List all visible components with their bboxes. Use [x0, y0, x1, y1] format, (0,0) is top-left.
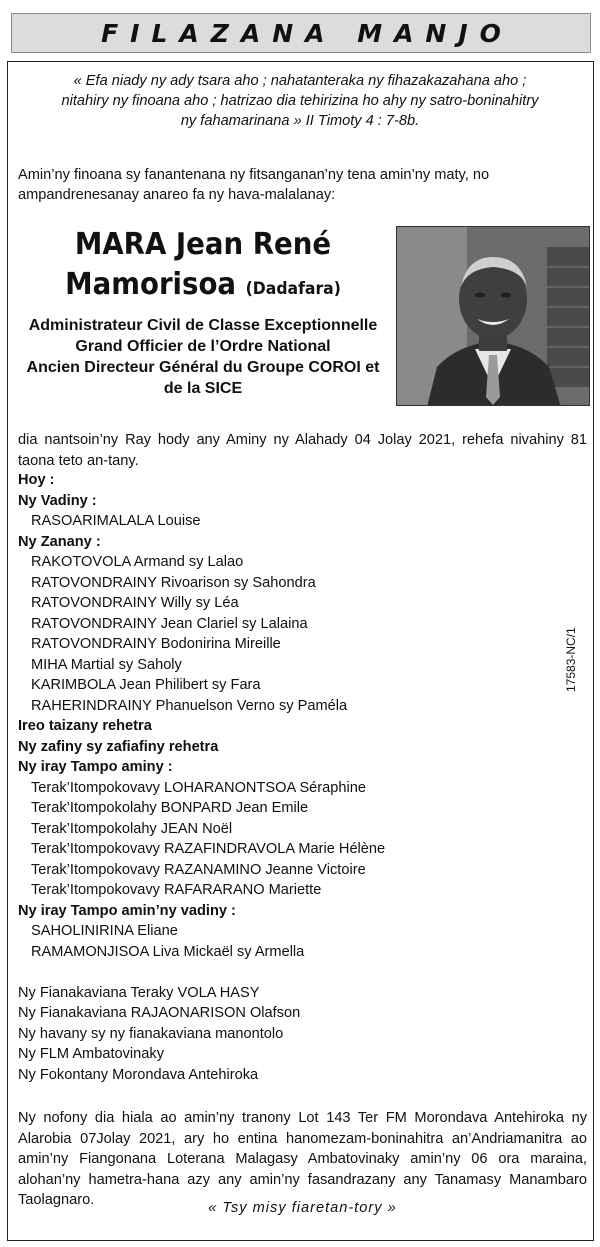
other-family: Ny Fianakaviana Teraky VOLA HASY: [18, 984, 260, 1001]
title-line: Grand Officier de l’Ordre National: [75, 338, 331, 355]
spacer: [18, 962, 558, 983]
verse-line: nitahiry ny finoana aho ; hatrizao dia tehirizina ho ahy ny satro-boninahitry: [61, 93, 539, 109]
spouse-sibling-name: SAHOLINIRINA Eliane: [31, 923, 178, 939]
other-family: Ny Fokontany Morondava Antehiroka: [18, 1066, 259, 1083]
portrait-photo: [396, 226, 590, 406]
deceased-nickname: (Dadafara): [245, 279, 341, 299]
death-notice-text: dia nantsoin’ny Ray hody any Aminy ny Alahady 04 Jolay 2021, rehefa nivahiny 81 taona teto an-tany.: [18, 432, 587, 469]
child-name: RATOVONDRAINY Bodonirina Mireille: [31, 636, 281, 652]
title-line: de la SICE: [163, 380, 243, 397]
child-name: RATOVONDRAINY Jean Clariel sy Lalaina: [31, 615, 308, 632]
sibling-name: Terak’Itompokolahy JEAN Noël: [31, 820, 233, 837]
child-name: RAKOTOVOLA Armand sy Lalao: [31, 554, 244, 570]
siblings-label: Ny iray Tampo aminy :: [18, 759, 173, 775]
verse-line: « Efa niady ny ady tsara aho ; nahatanteraka ny fihazakazahana aho ;: [73, 73, 527, 89]
other-family: Ny Fianakaviana RAJAONARISON Olafson: [18, 1005, 301, 1021]
family-list: [18, 470, 558, 1085]
funeral-details: Ny nofony dia hiala ao amin’ny tranony Lot 143 Ter FM Morondava Antehiroka ny Alarobia 07Jolay 2021, ary ho entina hanomezam-boninahitra an’Andriamanitra ao amin’ny Fiangonana Loterana Malagasy Ambatovinaky amin’ny 06 ora maraina, alohan’ny hametra-hana azy any amin’ny fasandrazany any Tanamasy Manambaro Taolagnaro.: [18, 1110, 587, 1208]
deceased-surname: Mamorisoa: [65, 267, 237, 302]
deceased-titles: [18, 315, 388, 399]
child-name: KARIMBOLA Jean Philibert sy Fara: [31, 677, 261, 693]
sibling-name: Terak’Itompokovavy RAZANAMINO Jeanne Victoire: [31, 861, 366, 878]
header-title: FILAZANA MANJO: [101, 18, 513, 48]
deceased-name-line1: MARA Jean René: [74, 227, 332, 262]
foster-children-label: Ireo taizany rehetra: [18, 718, 152, 734]
sibling-name: Terak’Itompokovavy RAFARARANO Mariette: [31, 882, 322, 898]
spouse-label: Ny Vadiny :: [18, 492, 97, 509]
portrait-image: [397, 227, 590, 406]
closing-motto: « Tsy misy fiaretan-tory »: [208, 1200, 397, 1216]
verse-line: ny fahamarinana » II Timoty 4 : 7-8b.: [180, 113, 420, 129]
child-name: RATOVONDRAINY Rivoarison sy Sahondra: [31, 574, 316, 591]
bible-verse: [40, 71, 560, 131]
child-name: RATOVONDRAINY Willy sy Léa: [31, 595, 239, 611]
spouse-siblings-label: Ny iray Tampo amin’ny vadiny :: [18, 902, 236, 919]
other-family: Ny havany sy ny fianakaviana manontolo: [18, 1025, 284, 1042]
sibling-name: Terak’Itompokovavy RAZAFINDRAVOLA Marie Hélène: [31, 841, 386, 857]
sibling-name: Terak’Itompokovavy LOHARANONTSOA Séraphine: [31, 779, 366, 796]
hoy-label: Hoy :: [18, 472, 55, 488]
children-label: Ny Zanany :: [18, 533, 101, 550]
spouse-sibling-name: RAMAMONJISOA Liva Mickaël sy Armella: [31, 943, 305, 960]
spouse-name: RASOARIMALALA Louise: [31, 513, 201, 529]
title-line: Ancien Directeur Général du Groupe COROI et: [26, 359, 380, 376]
intro-text: Amin’ny finoana sy fanantenana ny fitsanganan’ny tena amin’ny maty, no ampandrenesanay anareo fa ny hava-malalanay:: [18, 167, 490, 203]
other-family: Ny FLM Ambatovinaky: [18, 1046, 164, 1062]
title-line: Administrateur Civil de Classe Exceptionnelle: [28, 317, 378, 334]
child-name: RAHERINDRAINY Phanuelson Verno sy Paméla: [31, 697, 348, 714]
deceased-name-line2: [33, 266, 373, 308]
reference-code: 17583-NC/1: [564, 627, 578, 692]
child-name: MIHA Martial sy Saholy: [31, 656, 182, 673]
header-banner: [11, 13, 591, 53]
grandchildren-label: Ny zafiny sy zafiafiny rehetra: [18, 738, 219, 755]
sibling-name: Terak’Itompokolahy BONPARD Jean Emile: [31, 800, 309, 816]
